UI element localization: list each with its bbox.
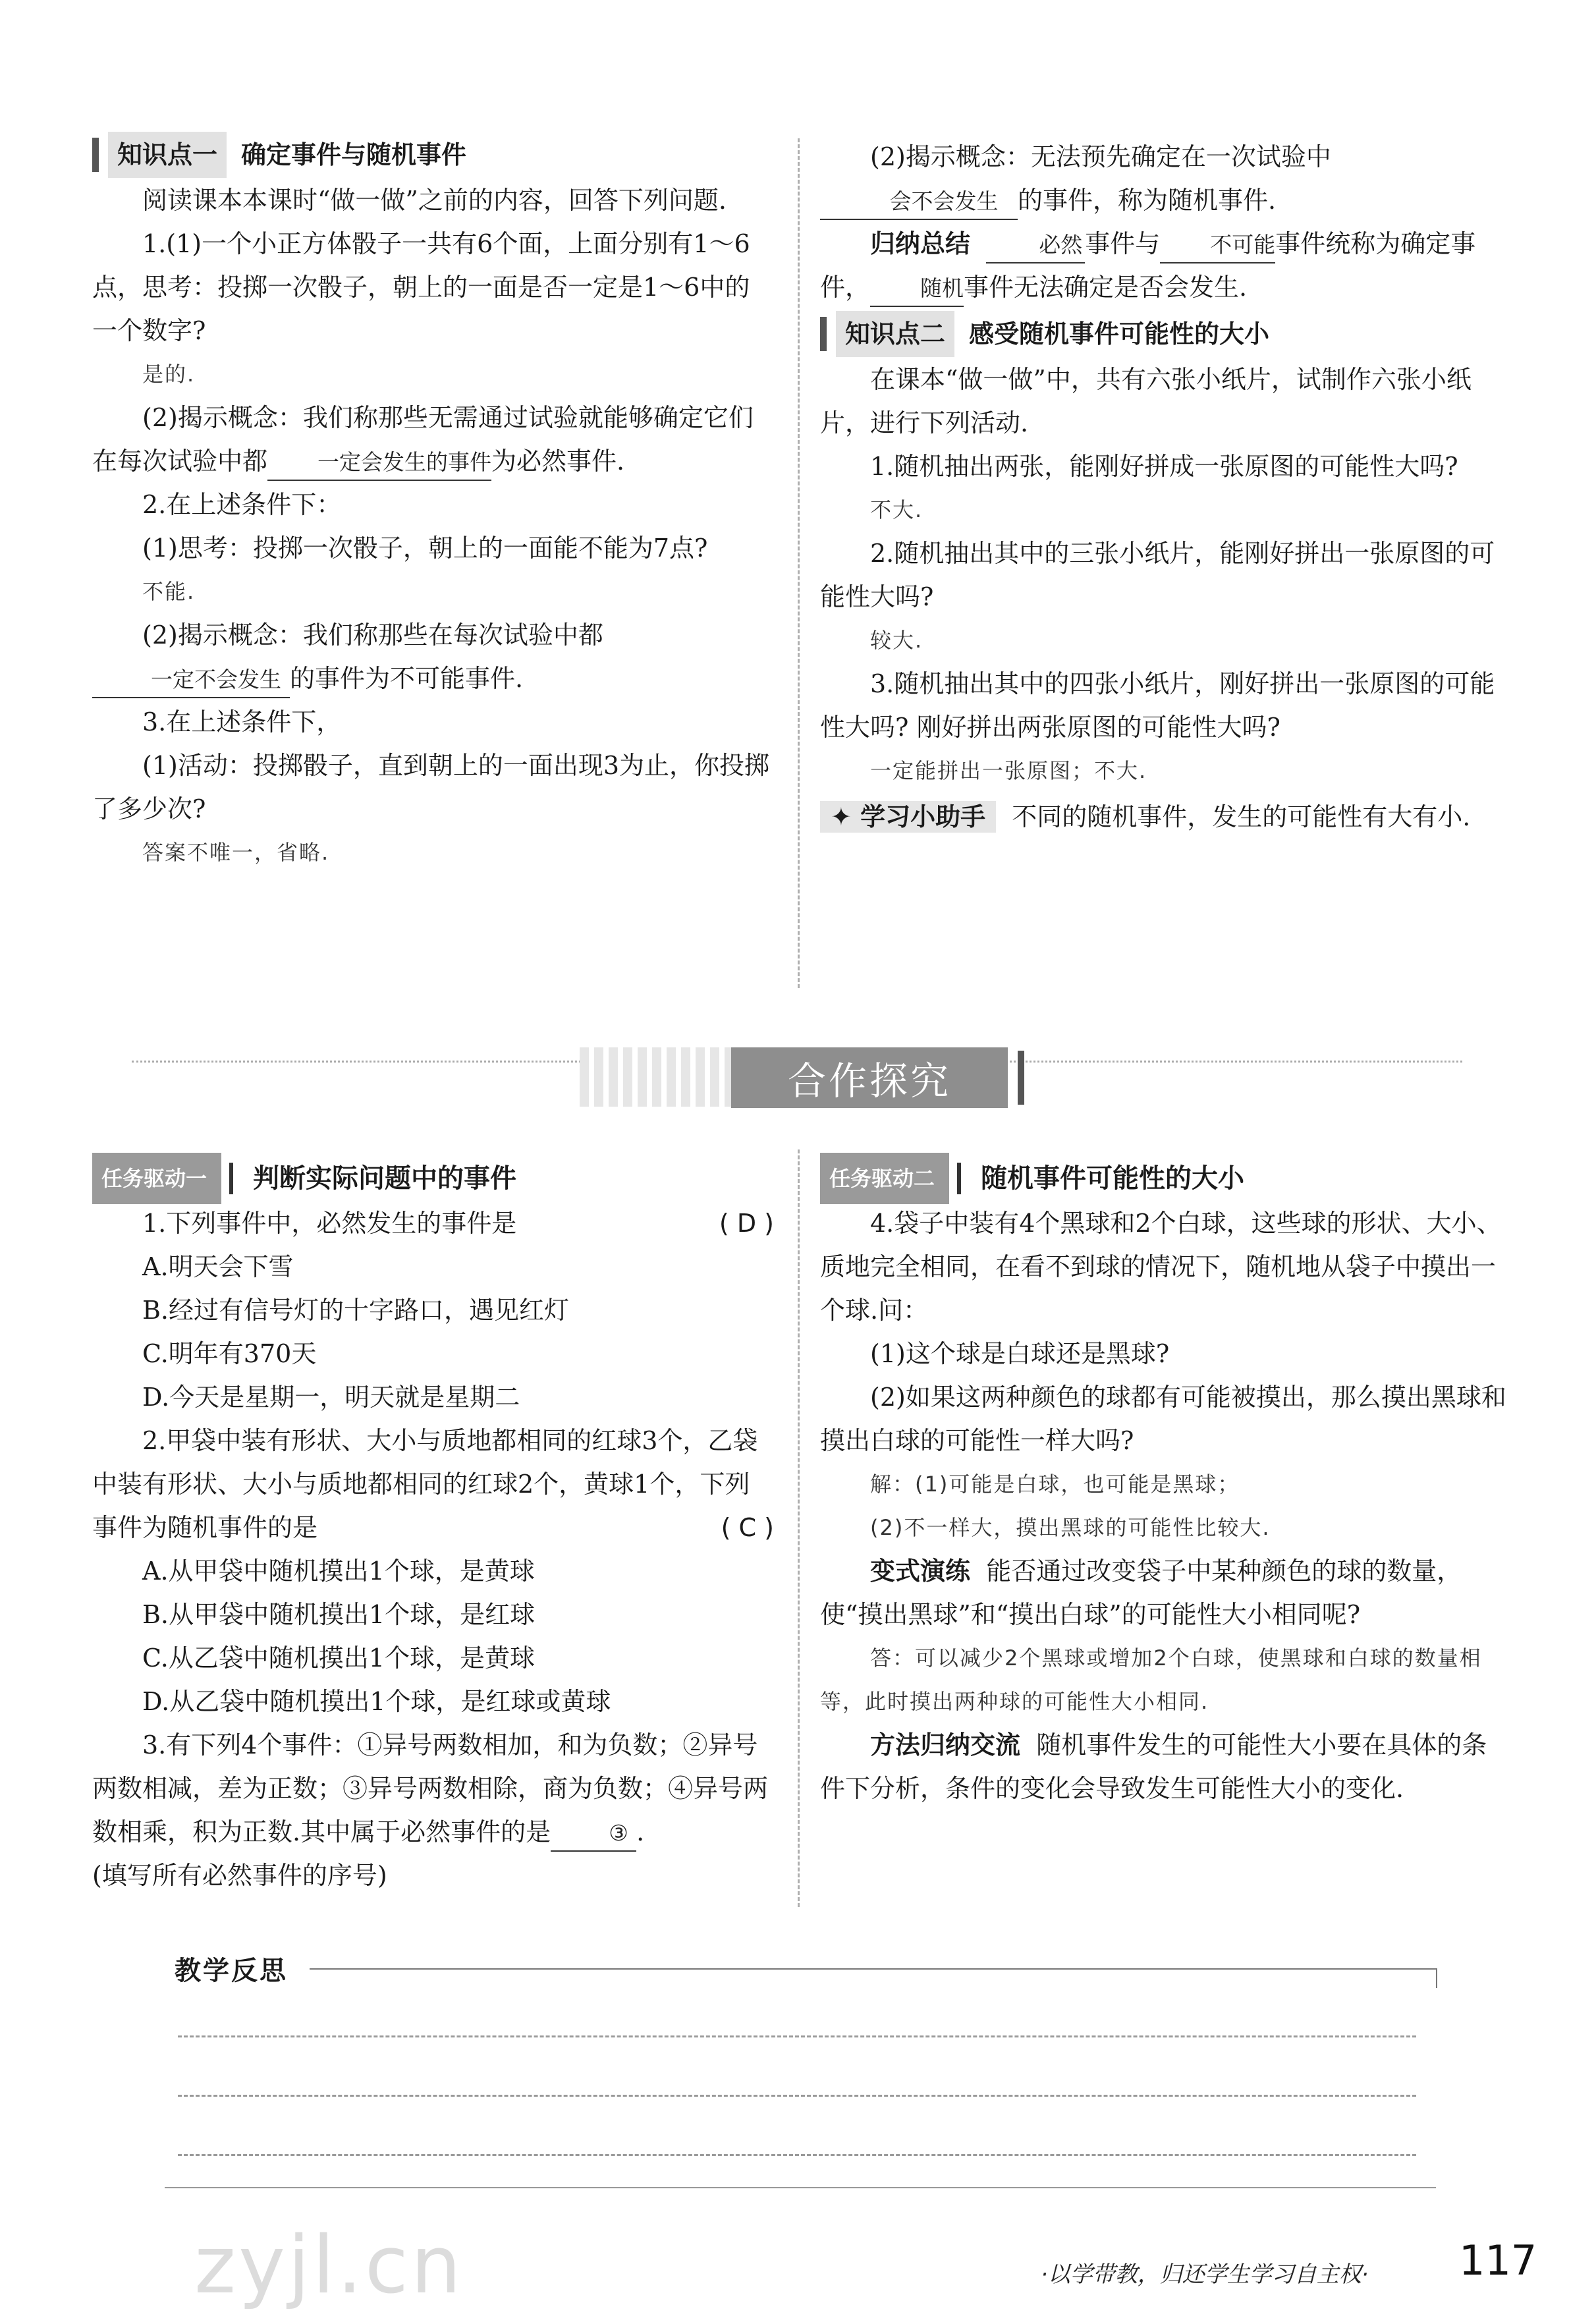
task-tag: 任务驱动二	[820, 1153, 949, 1204]
variant-answer: 答：可以减少2个黑球或增加2个白球，使黑球和白球的数量相等，此时摸出两种球的可能性大小相同.	[820, 1646, 1482, 1714]
reflection-line-2	[178, 2095, 1416, 2097]
fill-blank-5: 不可能	[1160, 228, 1275, 263]
section-label: 知识点二	[836, 311, 954, 357]
reflection-line-3	[178, 2154, 1416, 2156]
summary: 归纳总结 必然 事件与 不可能事件统称为确定事件， 随机事件无法确定是否会发生.	[820, 222, 1508, 309]
option: C.从乙袋中随机摸出1个球，是黄球	[142, 1644, 535, 1673]
banner-left-decoration	[580, 1047, 731, 1107]
banner-title: 合作探究	[787, 1059, 951, 1103]
answer-1-1: 是的.	[142, 362, 196, 387]
question-2-head: 2.在上述条件下：	[142, 490, 342, 519]
k2-answer-1: 不大.	[870, 497, 923, 522]
reflection-top-line	[310, 1968, 1436, 1970]
t1-answer-2: ( C )	[721, 1513, 774, 1542]
task-two	[820, 1158, 1508, 1810]
knowledge-point-one	[92, 135, 771, 874]
t2-question-4-2: (2)如果这两种颜色的球都有可能被摸出，那么摸出黑球和摸出白球的可能性一样大吗?	[820, 1383, 1506, 1455]
t2-question-4-1: (1)这个球是白球还是黑球?	[870, 1339, 1170, 1368]
option: A.从甲袋中随机摸出1个球，是黄球	[142, 1557, 535, 1586]
method-summary: 方法归纳交流 随机事件发生的可能性大小要在具体的条件下分析，条件的变化会导致发生可能性大小的变化.	[820, 1730, 1487, 1803]
page-number: 117	[1459, 2236, 1537, 2284]
k2-intro: 在课本“做一做”中，共有六张小纸片，试制作六张小纸片，进行下列活动.	[820, 365, 1472, 437]
k2-answer-3: 一定能拼出一张原图；不大.	[870, 758, 1147, 783]
option: D.从乙袋中随机摸出1个球，是红球或黄球	[142, 1687, 611, 1716]
banner-box	[731, 1047, 1008, 1108]
section-header-k2	[820, 314, 1508, 354]
study-helper-label: ✦ 学习小助手	[820, 801, 996, 833]
reflection-line-1	[178, 2035, 1416, 2037]
column-divider-top	[798, 138, 800, 988]
t1-question-2: 2.甲袋中装有形状、大小与质地都相同的红球3个，乙袋中装有形状、大小与质地都相同的红球2个，黄球1个，下列事件为随机事件的是 ( C )	[92, 1419, 774, 1549]
intro-text: 阅读课本本课时“做一做”之前的内容，回答下列问题.	[142, 186, 727, 215]
fill-blank-1: 一定会发生的事件	[267, 445, 491, 481]
t1-question-1: 1.下列事件中，必然发生的事件是 ( D )	[92, 1202, 774, 1245]
question-2-2: (2)揭示概念：我们称那些在每次试验中都一定不会发生 的事件为不可能事件.	[92, 613, 771, 700]
reflection-bottom-line	[165, 2187, 1436, 2188]
t1-answer-1: ( D )	[719, 1209, 774, 1238]
reflection-title: 教学反思	[175, 1956, 288, 1986]
k2-question-2: 2.随机抽出其中的三张小纸片，能刚好拼出一张原图的可能性大吗?	[820, 539, 1495, 611]
k2-question-1: 1.随机抽出两张，能刚好拼成一张原图的可能性大吗?	[870, 452, 1458, 481]
t1-q1-options	[92, 1245, 774, 1419]
right-top-column	[820, 135, 1508, 839]
variant-practice: 变式演练 能否通过改变袋子中某种颜色的球的数量，使“摸出黑球”和“摸出白球”的可能性大小相同呢?	[820, 1557, 1462, 1629]
fill-blank-2: 一定不会发生	[92, 663, 290, 698]
task-title: 判断实际问题中的事件	[253, 1163, 517, 1194]
summary-label: 归纳总结	[870, 229, 971, 258]
option: B.从甲袋中随机摸出1个球，是红球	[142, 1600, 536, 1629]
fill-blank-4: 必然	[986, 228, 1085, 263]
k2-question-3: 3.随机抽出其中的四张小纸片，刚好拼出一张原图的可能性大吗? 刚好拼出两张原图的可能性大吗?	[820, 669, 1495, 742]
t1-question-3: 3.有下列4个事件：①异号两数相加，和为负数；②异号两数相减，差为正数；③异号两数相除，商为负数；④异号两数相乘，积为正数.其中属于必然事件的是 ③ .	[92, 1723, 774, 1854]
star-icon: ✦	[831, 802, 852, 831]
question-1-1: 1.(1)一个小正方体骰子一共有6个面，上面分别有1～6点，思考：投掷一次骰子，朝上的一面是否一定是1～6中的一个数字?	[92, 229, 750, 345]
fill-blank-6: 随机	[870, 271, 964, 307]
fill-blank-q3: ③	[551, 1816, 636, 1852]
question-2-1: (1)思考：投掷一次骰子，朝上的一面能不能为7点?	[142, 534, 708, 563]
answer-2-1: 不能.	[142, 579, 196, 604]
section-title: 感受随机事件可能性的大小	[969, 319, 1270, 348]
column-divider-bottom	[798, 1149, 800, 1907]
section-header-k1	[92, 135, 771, 175]
fill-blank-3: 会不会发生	[820, 184, 1018, 220]
t2-answer-4-1: 解：(1)可能是白球，也可能是黑球；	[870, 1472, 1240, 1497]
variant-label: 变式演练	[870, 1557, 971, 1586]
watermark: zyjl.cn	[194, 2220, 464, 2311]
task-one	[92, 1158, 774, 1897]
question-1-2: (2)揭示概念：我们称那些无需通过试验就能够确定它们在每次试验中都 一定会发生的事件为必然事件.	[92, 396, 771, 483]
question-3-2: (2)揭示概念：无法预先确定在一次试验中会不会发生 的事件，称为随机事件.	[820, 135, 1508, 222]
question-3-1: (1)活动：投掷骰子，直到朝上的一面出现3为止，你投掷了多少次?	[92, 751, 770, 823]
study-helper: ✦ 学习小助手 不同的随机事件，发生的可能性有大有小.	[820, 795, 1508, 839]
answer-3-1: 答案不唯一，省略.	[142, 840, 330, 865]
task-tag: 任务驱动一	[92, 1153, 221, 1204]
t1-q2-options	[92, 1549, 774, 1723]
option: A.明天会下雪	[142, 1252, 294, 1281]
option: B.经过有信号灯的十字路口，遇见红灯	[142, 1296, 570, 1325]
section-label: 知识点一	[108, 132, 227, 178]
k2-answer-2: 较大.	[870, 628, 923, 653]
t1-question-3-note: (填写所有必然事件的序号)	[92, 1861, 387, 1890]
t2-question-4: 4.袋子中装有4个黑球和2个白球，这些球的形状、大小、质地完全相同，在看不到球的情况下，随机地从袋子中摸出一个球.问：	[820, 1209, 1502, 1325]
task-header-2	[820, 1158, 1508, 1199]
t2-answer-4-2: (2)不一样大，摸出黑球的可能性比较大.	[870, 1515, 1271, 1540]
task-header-1	[92, 1158, 774, 1199]
footer-slogan: ·以学带教，归还学生学习自主权·	[1041, 2261, 1369, 2288]
task-title: 随机事件可能性的大小	[981, 1163, 1245, 1194]
option: C.明年有370天	[142, 1339, 317, 1368]
method-label: 方法归纳交流	[870, 1730, 1021, 1759]
section-title: 确定事件与随机事件	[241, 140, 467, 169]
question-3-head: 3.在上述条件下，	[142, 707, 342, 736]
option: D.今天是星期一，明天就是星期二	[142, 1383, 520, 1412]
